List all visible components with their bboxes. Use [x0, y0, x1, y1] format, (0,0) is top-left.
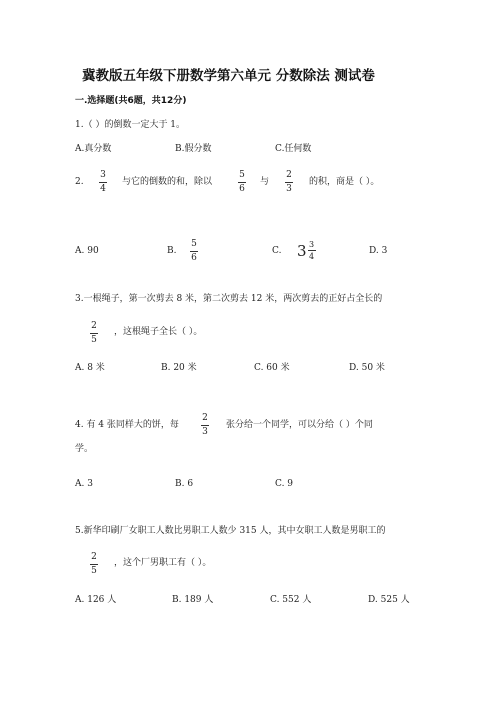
question-3-stem: 3.一根绳子，第一次剪去 8 米，第二次剪去 12 米，两次剪去的正好占全长的 [75, 294, 383, 304]
q4-option-c: C. 9 [275, 479, 294, 489]
q2-option-c-mixed-number [297, 240, 316, 261]
fraction-denominator: 5 [91, 566, 97, 576]
fraction-denominator: 6 [191, 253, 197, 263]
q2-option-b-fraction [190, 239, 198, 264]
q2-fraction-5-6 [238, 170, 246, 195]
fraction-bar [90, 564, 98, 565]
page-title: 冀教版五年级下册数学第六单元 分数除法 测试卷 [82, 68, 375, 84]
fraction-numerator: 3 [100, 170, 106, 180]
question-1-stem: 1.（ ）的倒数一定大于 1。 [75, 120, 186, 130]
question-2-text-1: 与它的倒数的和，除以 [122, 177, 213, 187]
mixed-number-whole: 3 [297, 241, 307, 260]
fraction-numerator: 2 [286, 170, 292, 180]
fraction-bar [238, 182, 246, 183]
q2-option-c-label: C. [272, 246, 282, 256]
q2-option-a: A. 90 [75, 246, 99, 256]
question-5-tail: ，这个厂男职工有（ ）。 [114, 558, 212, 568]
fraction-numerator: 2 [202, 413, 208, 423]
fraction-bar [201, 425, 209, 426]
fraction-numerator: 5 [191, 239, 197, 249]
fraction-denominator: 5 [91, 335, 97, 345]
fraction-bar [308, 250, 316, 251]
q4-fraction-2-3 [201, 413, 209, 438]
q2-option-d: D. 3 [369, 246, 388, 256]
q5-option-a: A. 126 人 [75, 595, 117, 605]
fraction-denominator: 6 [239, 184, 245, 194]
fraction-bar [285, 182, 293, 183]
q3-fraction-2-5 [90, 321, 98, 346]
question-4-text-1: 4. 有 4 张同样大的饼，每 [75, 420, 179, 430]
question-4-text-2: 张分给一个同学，可以分给（ ）个同 [226, 420, 373, 430]
fraction-bar [99, 182, 107, 183]
question-5-stem: 5.新华印刷厂女职工人数比男职工人数少 315 人，其中女职工人数是男职工的 [75, 526, 386, 536]
fraction-denominator: 3 [286, 184, 292, 194]
q3-option-a: A. 8 米 [75, 363, 105, 373]
q1-option-a: A.真分数 [75, 144, 112, 154]
q2-fraction-3-4 [99, 170, 107, 195]
question-3-tail: ，这根绳子全长（ ）。 [114, 327, 203, 337]
fraction-bar [90, 333, 98, 334]
q5-option-d: D. 525 人 [368, 595, 410, 605]
question-2-number: 2. [75, 177, 84, 187]
fraction-denominator: 4 [309, 252, 315, 261]
q4-option-b: B. 6 [175, 479, 194, 489]
fraction-bar [190, 251, 198, 252]
q5-option-c: C. 552 人 [270, 595, 312, 605]
question-4-text-3: 学。 [75, 444, 94, 454]
q2-fraction-2-3 [285, 170, 293, 195]
q4-option-a: A. 3 [75, 479, 93, 489]
fraction-numerator: 2 [91, 321, 97, 331]
question-2-text-3: 的积，商是（ ）。 [309, 177, 380, 187]
mixed-number-fraction [308, 240, 316, 261]
q1-option-b: B.假分数 [175, 144, 212, 154]
q2-option-b-label: B. [167, 246, 177, 256]
fraction-denominator: 3 [202, 427, 208, 437]
fraction-numerator: 3 [309, 240, 315, 249]
q3-option-b: B. 20 米 [161, 363, 197, 373]
q3-option-d: D. 50 米 [349, 363, 385, 373]
question-2-text-2: 与 [260, 177, 270, 187]
q5-fraction-2-5 [90, 552, 98, 577]
fraction-denominator: 4 [100, 184, 106, 194]
fraction-numerator: 2 [91, 552, 97, 562]
fraction-numerator: 5 [239, 170, 245, 180]
q1-option-c: C.任何数 [275, 144, 312, 154]
q5-option-b: B. 189 人 [172, 595, 214, 605]
q3-option-c: C. 60 米 [254, 363, 290, 373]
section-heading: 一.选择题(共6题，共12分) [75, 96, 187, 106]
